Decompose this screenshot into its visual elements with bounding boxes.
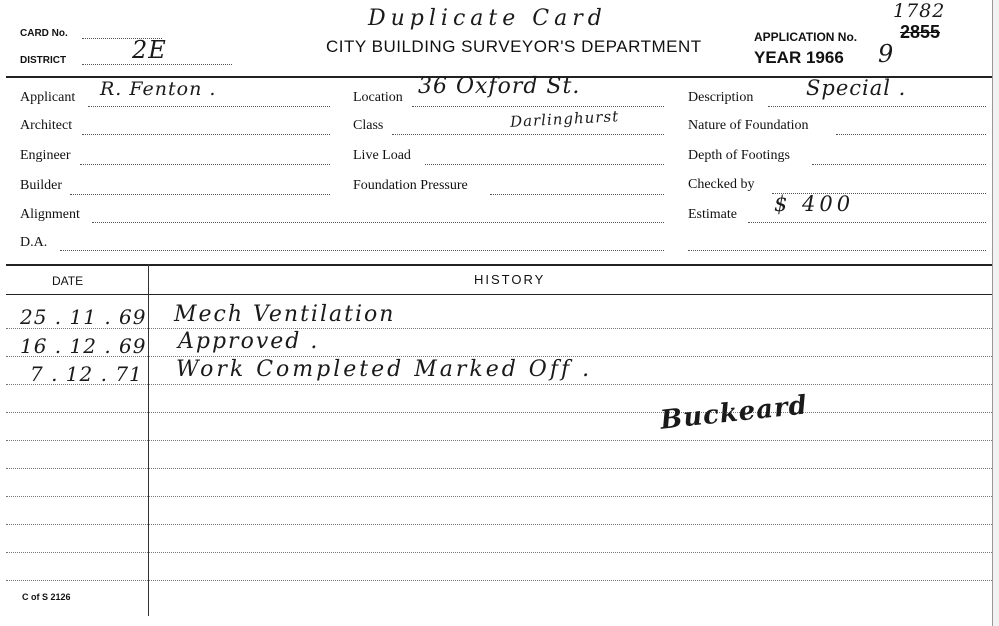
history-rule bbox=[6, 552, 992, 553]
history-rule bbox=[6, 580, 992, 581]
applicant-label: Applicant bbox=[20, 90, 76, 105]
history-rule bbox=[6, 440, 992, 441]
engineer-label: Engineer bbox=[20, 148, 71, 163]
location-line bbox=[412, 106, 664, 107]
alignment-label: Alignment bbox=[20, 207, 80, 222]
history-top-divider bbox=[6, 264, 992, 266]
right-blank-line bbox=[688, 250, 986, 251]
da-line bbox=[60, 250, 664, 251]
description-label: Description bbox=[688, 90, 754, 105]
architect-label: Architect bbox=[20, 118, 73, 133]
da-label: D.A. bbox=[20, 235, 48, 250]
class-label: Class bbox=[353, 118, 384, 133]
applicant-value: R. Fenton . bbox=[100, 78, 217, 100]
live-load-label: Live Load bbox=[353, 148, 411, 163]
location-value: 36 Oxford St. bbox=[418, 74, 581, 99]
live-load-line bbox=[425, 164, 664, 165]
history-entry-text: Approved . bbox=[178, 329, 320, 354]
history-rule bbox=[6, 328, 992, 329]
foundation-pressure-label: Foundation Pressure bbox=[353, 178, 468, 193]
date-header: DATE bbox=[52, 274, 84, 288]
history-rule bbox=[6, 496, 992, 497]
location-label: Location bbox=[353, 90, 403, 105]
form-code: C of S 2126 bbox=[22, 592, 71, 602]
history-entry-text: Work Completed Marked Off . bbox=[176, 357, 593, 382]
history-entry-date: 16 . 12 . 69 bbox=[20, 334, 147, 358]
location-value-2: Darlinghurst bbox=[509, 107, 620, 131]
history-rule bbox=[6, 412, 992, 413]
builder-line bbox=[70, 194, 330, 195]
class-line bbox=[392, 134, 664, 135]
signature: Buckeard bbox=[658, 390, 810, 436]
depth-line bbox=[812, 164, 986, 165]
year-correction: 9 bbox=[878, 40, 895, 68]
district-line bbox=[82, 64, 232, 65]
architect-line bbox=[82, 134, 330, 135]
estimate-value: $ 400 bbox=[774, 192, 855, 216]
history-header-divider bbox=[6, 294, 992, 295]
history-entry-date: 25 . 11 . 69 bbox=[20, 305, 147, 329]
district-value: 2E bbox=[132, 36, 167, 64]
description-value: Special . bbox=[806, 76, 907, 100]
duplicate-card-note: Duplicate Card bbox=[368, 6, 607, 31]
history-rule bbox=[6, 468, 992, 469]
application-no-struck: 2855 bbox=[900, 22, 941, 42]
alignment-line bbox=[92, 222, 664, 223]
card-no-label: CARD No. bbox=[20, 28, 68, 39]
nature-line bbox=[836, 134, 986, 135]
department-title: CITY BUILDING SURVEYOR'S DEPARTMENT bbox=[326, 37, 702, 56]
builder-label: Builder bbox=[20, 178, 62, 193]
estimate-line bbox=[748, 222, 986, 223]
year-label: YEAR 1966 bbox=[754, 48, 844, 67]
depth-of-footings-label: Depth of Footings bbox=[688, 148, 790, 163]
district-label: DISTRICT bbox=[20, 55, 67, 66]
history-entry-text: Mech Ventilation bbox=[174, 302, 396, 327]
engineer-line bbox=[80, 164, 330, 165]
applicant-line bbox=[88, 106, 330, 107]
estimate-label: Estimate bbox=[688, 207, 737, 222]
application-no-handwritten: 1782 bbox=[893, 0, 946, 22]
description-line bbox=[768, 106, 986, 107]
nature-of-foundation-label: Nature of Foundation bbox=[688, 118, 809, 133]
history-rule bbox=[6, 524, 992, 525]
checked-by-label: Checked by bbox=[688, 177, 755, 192]
foundation-pressure-line bbox=[490, 194, 664, 195]
application-no-label: APPLICATION No. bbox=[754, 30, 858, 44]
history-header: HISTORY bbox=[474, 272, 546, 287]
history-rule bbox=[6, 384, 992, 385]
history-entry-date: 7 . 12 . 71 bbox=[30, 362, 143, 386]
card-right-edge bbox=[992, 0, 999, 626]
